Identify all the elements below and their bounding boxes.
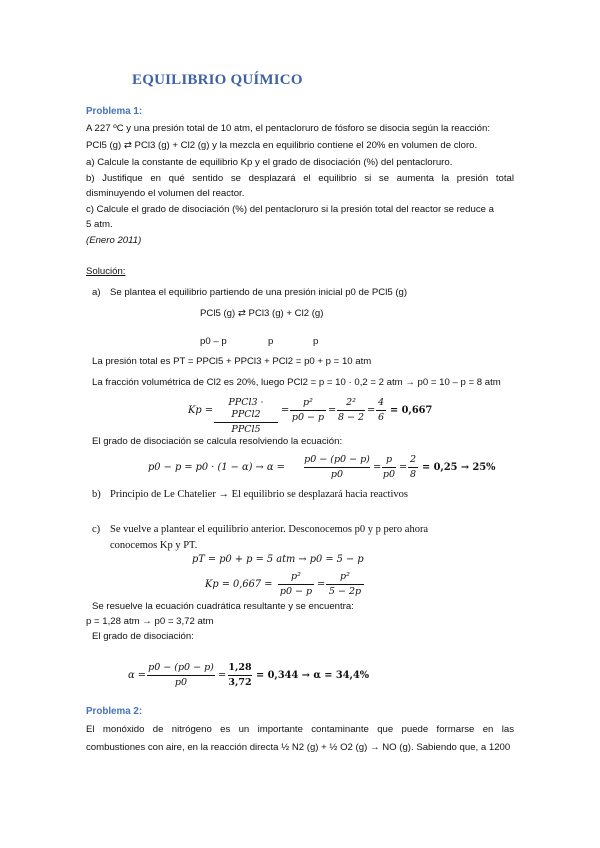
kp-result: = 0,667 (390, 405, 433, 416)
alpha-fraction-1-denominator: p0 (330, 469, 344, 480)
solution-a-text: Se plantea el equilibrio partiendo de una presión inicial p0 de PCl5 (g) (110, 287, 408, 298)
solution-b-label: b) (92, 489, 101, 500)
c-kp-fraction-1 (278, 571, 314, 598)
c-kp-fraction-1-numerator: p² (291, 571, 301, 582)
solution-c-label: c) (92, 524, 101, 535)
kp-fraction-1 (214, 397, 278, 436)
alpha-equation-lhs: p0 − p = p0 · (1 − α) → α = (148, 462, 285, 473)
equilibrium-row-pcl5: p0 – p (200, 336, 227, 347)
c-solve-text: Se resuelve la ecuación cuadrática resultante y se encuentra: (92, 601, 354, 612)
c-alpha-fraction-2-numerator: 1,28 (228, 662, 252, 673)
c-alpha-result: = 0,344 → α = 34,4% (256, 670, 370, 681)
kp-equation-lhs: Kp = (188, 405, 213, 416)
kp-fraction-3-denominator: 8 − 2 (337, 412, 365, 423)
problem-1-line-1: A 227 ºC y una presión total de 10 atm, el pentacloruro de fósforo se disocia según la reacción: (86, 123, 491, 134)
c-alpha-lhs: α = (128, 670, 146, 681)
c-alpha-fraction-1-numerator: p0 − (p0 − p) (148, 662, 214, 673)
c-alpha-fraction-2-denominator: 3,72 (228, 677, 252, 688)
solution-c-text-2: conocemos Kp y PT. (110, 540, 198, 551)
kp-fraction-3 (337, 397, 365, 424)
degree-intro: El grado de disociación se calcula resolviendo la ecuación: (92, 436, 343, 447)
alpha-fraction-3-denominator: 8 (409, 469, 417, 480)
kp-fraction-2-denominator: p0 − p (291, 412, 325, 423)
alpha-result: = 0,25 → 25% (422, 462, 496, 473)
c-degree-text: El grado de disociación: (92, 631, 194, 642)
kp-fraction-1-numerator: PPCl3 · PPCl2 (228, 397, 264, 420)
kp-fraction-1-denominator: PPCl5 (231, 424, 261, 435)
kp-fraction-3-numerator: 2² (346, 397, 356, 408)
c-kp-fraction-2-denominator: 5 − 2p (328, 586, 362, 597)
problem-2-line-2: combustiones con aire, en la reacción directa ½ N2 (g) + ½ O2 (g) → NO (g). Sabiendo que, a 1200 (86, 742, 511, 753)
alpha-fraction-1-numerator: p0 − (p0 − p) (304, 454, 370, 465)
solution-a-label: a) (92, 287, 101, 298)
kp-fraction-4-denominator: 6 (377, 412, 385, 423)
kp-fraction-4 (376, 397, 386, 424)
c-kp-fraction-1-denominator: p0 − p (279, 586, 313, 597)
solution-c-text-1: Se vuelve a plantear el equilibrio anterior. Desconocemos p0 y p pero ahora (110, 524, 429, 535)
problem-1-heading: Problema 1: (86, 106, 143, 117)
c-alpha-fraction-1 (147, 662, 215, 689)
problem-2-heading: Problema 2: (86, 706, 143, 717)
alpha-fraction-1 (304, 454, 370, 481)
c-alpha-fraction-2 (228, 662, 252, 689)
problem-1-line-2: PCl5 (g) ⇄ PCl3 (g) + Cl2 (g) y la mezcla en equilibrio contiene el 20% en volumen de cloro. (86, 140, 478, 151)
c-kp-lhs: Kp = 0,667 = (205, 579, 273, 590)
reaction-equation: PCl5 (g) ⇄ PCl3 (g) + Cl2 (g) (200, 308, 324, 319)
total-pressure-line: La presión total es PT = PPCl5 + PPCl3 + PCl2 = p0 + p = 10 atm (92, 356, 372, 367)
problem-1-item-c-line-2: 5 atm. (86, 219, 113, 230)
c-alpha-fraction-1-denominator: p0 (174, 677, 188, 688)
equilibrium-row-cl2: p (313, 336, 319, 347)
alpha-fraction-3 (408, 454, 418, 481)
kp-fraction-4-numerator: 4 (377, 397, 385, 408)
problem-2-line-1: El monóxido de nitrógeno es un importante contaminante que puede formarse en las (86, 724, 514, 735)
alpha-fraction-3-numerator: 2 (409, 454, 417, 465)
c-kp-fraction-2-numerator: p² (340, 571, 350, 582)
problem-1-item-a: a) Calcule la constante de equilibrio Kp y el grado de disociación (%) del pentacloruro. (86, 157, 453, 168)
c-values: p = 1,28 atm → p0 = 3,72 atm (86, 616, 214, 627)
page-title: EQUILIBRIO QUÍMICO (132, 72, 303, 88)
alpha-fraction-2-denominator: p0 (382, 469, 396, 480)
alpha-fraction-2-numerator: p (385, 454, 393, 465)
problem-1-item-b-line-1: b) Justifique en qué sentido se desplazará el equilibrio si se aumenta la presión total (86, 173, 514, 184)
solution-heading: Solución: (86, 266, 126, 277)
equilibrium-row-pcl3: p (268, 336, 274, 347)
volume-fraction-line: La fracción volumétrica de Cl2 es 20%, luego PCl2 = p = 10 · 0,2 = 2 atm → p0 = 10 – p = 8 atm (92, 377, 501, 388)
problem-1-item-b-line-2: disminuyendo el volumen del reactor. (86, 188, 245, 199)
c-pressure-equation: pT = p0 + p = 5 atm → p0 = 5 − p (192, 554, 364, 565)
c-kp-fraction-2 (326, 571, 364, 598)
problem-1-item-c-line-1: c) Calcule el grado de disociación (%) del pentacloruro si la presión total del reactor se reduce a (86, 204, 494, 215)
solution-b-text: Principio de Le Chatelier → El equilibrio se desplazará hacia reactivos (110, 489, 408, 500)
kp-fraction-2-numerator: p² (303, 397, 313, 408)
alpha-fraction-2 (382, 454, 396, 481)
problem-1-date: (Enero 2011) (86, 235, 142, 246)
kp-fraction-2 (290, 397, 326, 424)
